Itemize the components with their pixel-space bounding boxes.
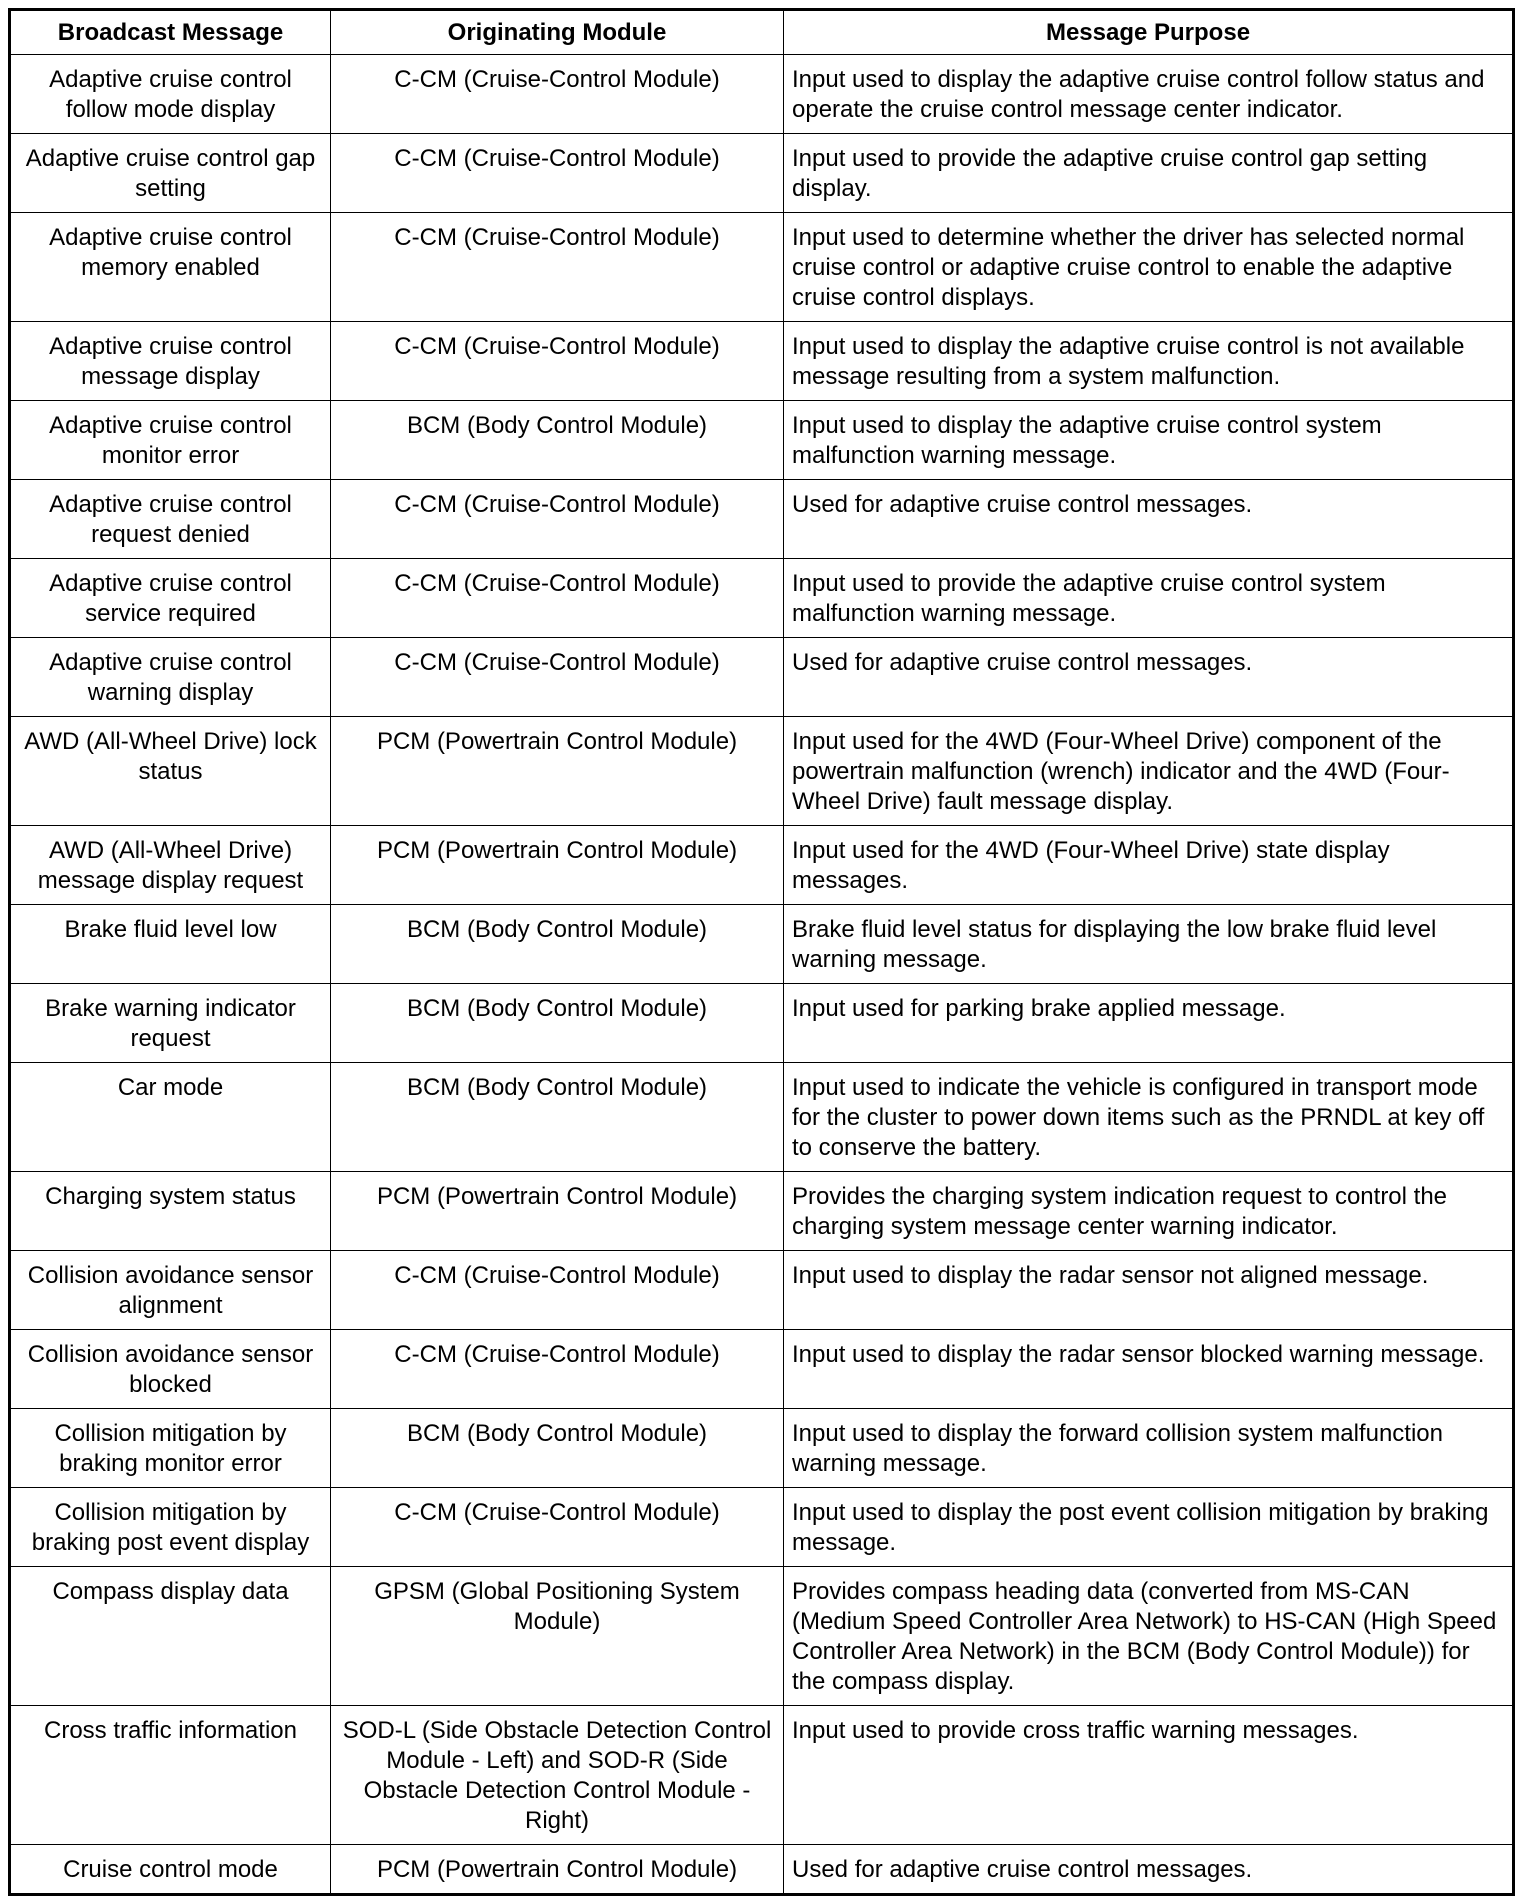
- broadcast-message-cell: Car mode: [10, 1063, 331, 1172]
- originating-module-cell: GPSM (Global Positioning System Module): [331, 1567, 784, 1706]
- broadcast-message-cell: Cross traffic information: [10, 1706, 331, 1845]
- message-purpose-cell: Input used to indicate the vehicle is configured in transport mode for the cluster to power down items such as the PRNDL at key off to conserve the battery.: [784, 1063, 1514, 1172]
- originating-module-cell: BCM (Body Control Module): [331, 1409, 784, 1488]
- message-purpose-cell: Input used to display the radar sensor not aligned message.: [784, 1251, 1514, 1330]
- broadcast-message-cell: Adaptive cruise control gap setting: [10, 134, 331, 213]
- table-row: [10, 1567, 1514, 1706]
- table-header: [10, 10, 1514, 55]
- table-row: [10, 1488, 1514, 1567]
- header-broadcast-message: Broadcast Message: [10, 10, 331, 55]
- broadcast-message-cell: Adaptive cruise control monitor error: [10, 401, 331, 480]
- originating-module-cell: BCM (Body Control Module): [331, 1063, 784, 1172]
- table-row: [10, 905, 1514, 984]
- document-page: [8, 8, 1512, 1896]
- table-row: [10, 1251, 1514, 1330]
- broadcast-message-cell: Collision mitigation by braking post event display: [10, 1488, 331, 1567]
- message-purpose-cell: Provides compass heading data (converted from MS-CAN (Medium Speed Controller Area Network) to HS-CAN (High Speed Controller Area Network) in the BCM (Body Control Module)) for the compass display.: [784, 1567, 1514, 1706]
- broadcast-message-cell: Adaptive cruise control request denied: [10, 480, 331, 559]
- originating-module-cell: PCM (Powertrain Control Module): [331, 1845, 784, 1895]
- broadcast-message-cell: Collision avoidance sensor blocked: [10, 1330, 331, 1409]
- broadcast-message-cell: Adaptive cruise control follow mode display: [10, 55, 331, 134]
- originating-module-cell: PCM (Powertrain Control Module): [331, 717, 784, 826]
- originating-module-cell: C-CM (Cruise-Control Module): [331, 55, 784, 134]
- table-row: [10, 480, 1514, 559]
- broadcast-message-cell: Adaptive cruise control message display: [10, 322, 331, 401]
- header-originating-module: Originating Module: [331, 10, 784, 55]
- table-row: [10, 401, 1514, 480]
- broadcast-message-cell: AWD (All-Wheel Drive) lock status: [10, 717, 331, 826]
- message-purpose-cell: Input used for the 4WD (Four-Wheel Drive) component of the powertrain malfunction (wrench) indicator and the 4WD (Four-Wheel Drive) fault message display.: [784, 717, 1514, 826]
- table-row: [10, 55, 1514, 134]
- originating-module-cell: BCM (Body Control Module): [331, 401, 784, 480]
- table-row: [10, 1845, 1514, 1895]
- originating-module-cell: C-CM (Cruise-Control Module): [331, 559, 784, 638]
- message-purpose-cell: Used for adaptive cruise control messages.: [784, 638, 1514, 717]
- originating-module-cell: C-CM (Cruise-Control Module): [331, 322, 784, 401]
- message-purpose-cell: Input used to determine whether the driver has selected normal cruise control or adaptive cruise control to enable the adaptive cruise control displays.: [784, 213, 1514, 322]
- table-body: [10, 55, 1514, 1895]
- message-purpose-cell: Input used for the 4WD (Four-Wheel Drive) state display messages.: [784, 826, 1514, 905]
- message-purpose-cell: Input used to display the post event collision mitigation by braking message.: [784, 1488, 1514, 1567]
- table-row: [10, 1330, 1514, 1409]
- table-row: [10, 638, 1514, 717]
- broadcast-message-cell: AWD (All-Wheel Drive) message display request: [10, 826, 331, 905]
- originating-module-cell: BCM (Body Control Module): [331, 984, 784, 1063]
- broadcast-message-cell: Collision mitigation by braking monitor error: [10, 1409, 331, 1488]
- originating-module-cell: C-CM (Cruise-Control Module): [331, 638, 784, 717]
- table-row: [10, 1409, 1514, 1488]
- table-row: [10, 826, 1514, 905]
- message-purpose-cell: Input used to display the radar sensor blocked warning message.: [784, 1330, 1514, 1409]
- broadcast-message-cell: Cruise control mode: [10, 1845, 331, 1895]
- originating-module-cell: C-CM (Cruise-Control Module): [331, 1330, 784, 1409]
- originating-module-cell: PCM (Powertrain Control Module): [331, 826, 784, 905]
- table-row: [10, 134, 1514, 213]
- broadcast-message-cell: Brake warning indicator request: [10, 984, 331, 1063]
- message-purpose-cell: Input used to display the forward collision system malfunction warning message.: [784, 1409, 1514, 1488]
- header-message-purpose: Message Purpose: [784, 10, 1514, 55]
- message-purpose-cell: Input used to provide cross traffic warning messages.: [784, 1706, 1514, 1845]
- broadcast-message-cell: Charging system status: [10, 1172, 331, 1251]
- message-purpose-cell: Used for adaptive cruise control messages.: [784, 1845, 1514, 1895]
- broadcast-message-cell: Compass display data: [10, 1567, 331, 1706]
- message-purpose-cell: Input used to display the adaptive cruise control is not available message resulting from a system malfunction.: [784, 322, 1514, 401]
- message-purpose-cell: Input used to display the adaptive cruise control follow status and operate the cruise control message center indicator.: [784, 55, 1514, 134]
- table-row: [10, 559, 1514, 638]
- table-row: [10, 1063, 1514, 1172]
- message-purpose-cell: Input used to provide the adaptive cruise control system malfunction warning message.: [784, 559, 1514, 638]
- table-row: [10, 1706, 1514, 1845]
- broadcast-message-cell: Brake fluid level low: [10, 905, 331, 984]
- originating-module-cell: C-CM (Cruise-Control Module): [331, 134, 784, 213]
- originating-module-cell: PCM (Powertrain Control Module): [331, 1172, 784, 1251]
- broadcast-message-cell: Adaptive cruise control service required: [10, 559, 331, 638]
- table-row: [10, 322, 1514, 401]
- originating-module-cell: C-CM (Cruise-Control Module): [331, 1488, 784, 1567]
- originating-module-cell: BCM (Body Control Module): [331, 905, 784, 984]
- message-purpose-cell: Input used to provide the adaptive cruise control gap setting display.: [784, 134, 1514, 213]
- broadcast-message-cell: Adaptive cruise control memory enabled: [10, 213, 331, 322]
- broadcast-message-table: [8, 8, 1515, 1896]
- originating-module-cell: C-CM (Cruise-Control Module): [331, 480, 784, 559]
- message-purpose-cell: Used for adaptive cruise control messages.: [784, 480, 1514, 559]
- originating-module-cell: C-CM (Cruise-Control Module): [331, 213, 784, 322]
- table-row: [10, 1172, 1514, 1251]
- table-row: [10, 984, 1514, 1063]
- broadcast-message-cell: Adaptive cruise control warning display: [10, 638, 331, 717]
- table-row: [10, 717, 1514, 826]
- message-purpose-cell: Input used to display the adaptive cruise control system malfunction warning message.: [784, 401, 1514, 480]
- message-purpose-cell: Input used for parking brake applied message.: [784, 984, 1514, 1063]
- broadcast-message-cell: Collision avoidance sensor alignment: [10, 1251, 331, 1330]
- originating-module-cell: C-CM (Cruise-Control Module): [331, 1251, 784, 1330]
- table-row: [10, 213, 1514, 322]
- originating-module-cell: SOD-L (Side Obstacle Detection Control Module - Left) and SOD-R (Side Obstacle Detection Control Module - Right): [331, 1706, 784, 1845]
- message-purpose-cell: Provides the charging system indication request to control the charging system message center warning indicator.: [784, 1172, 1514, 1251]
- header-row: [10, 10, 1514, 55]
- message-purpose-cell: Brake fluid level status for displaying the low brake fluid level warning message.: [784, 905, 1514, 984]
